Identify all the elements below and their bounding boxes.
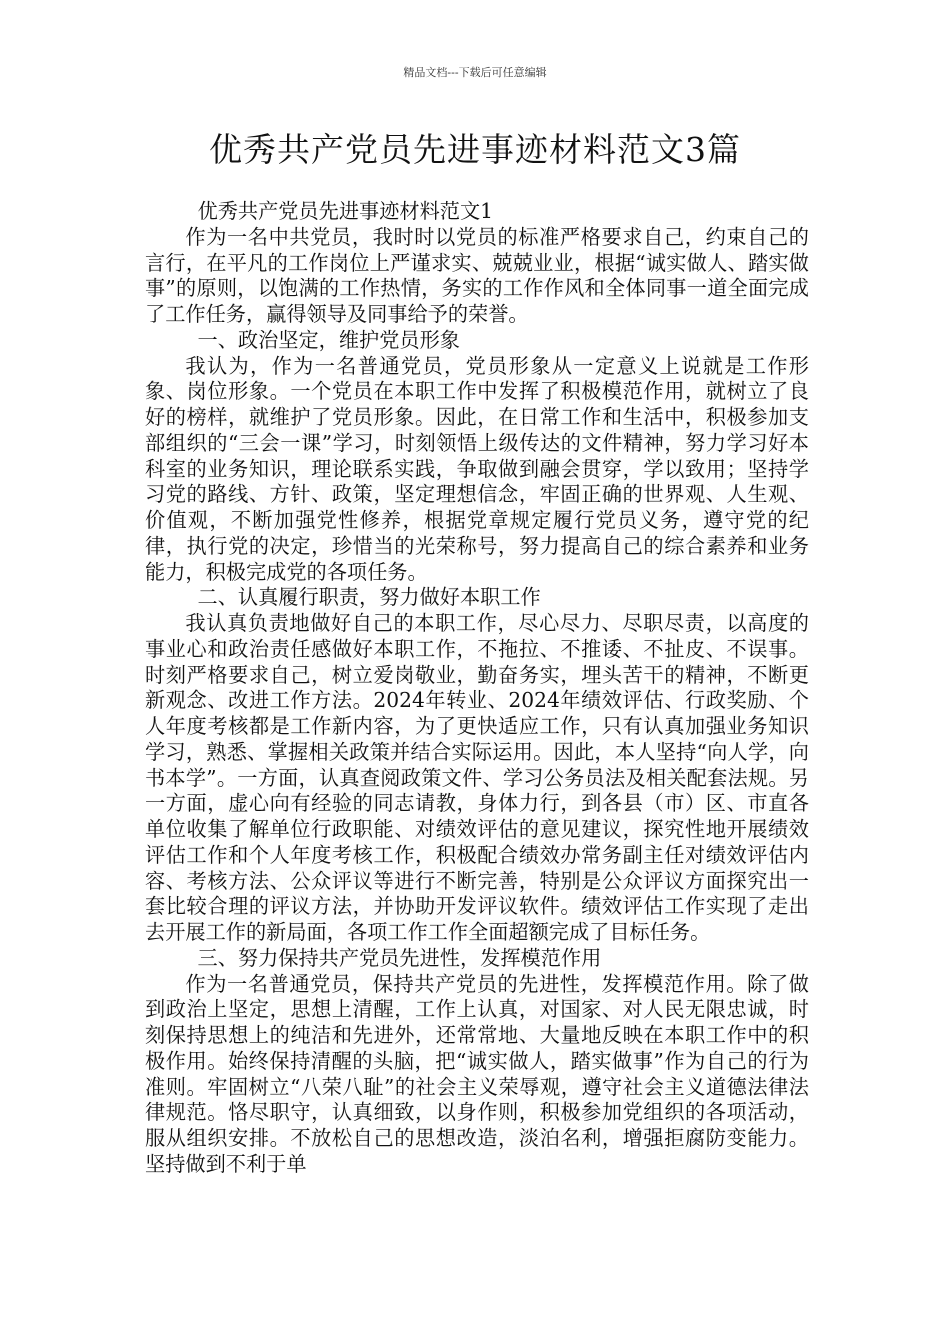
paragraph: 作为一名普通党员，保持共产党员的先进性，发挥模范作用。除了做到政治上坚定，思想上清醒，工作上认真，对国家、对人民无限忠诚，时刻保持思想上的纯洁和先进外，还常常地、大量地反映在本职工作中的积极作用。始终保持清醒的头脑，把“诚实做人，踏实做事”作为自己的行为准则。牢固树立“八荣八耻”的社会主义荣辱观，遵守社会主义道德法律法律规范。恪尽职守，认真细致，以身作则，积极参加党组织的各项活动，服从组织安排。不放松自己的思想改造，淡泊名利，增强拒腐防变能力。坚持做到不利于单 (145, 971, 809, 1176)
section-subtitle: 优秀共产党员先进事迹材料范文1 (197, 199, 493, 223)
header-note: 精品文档---下载后可任意编辑 (403, 66, 547, 79)
document-body (145, 199, 809, 1178)
section-heading: 一、政治坚定，维护党员形象 (197, 327, 460, 352)
section-heading: 二、认真履行职责，努力做好本职工作 (197, 585, 541, 610)
document-title: 优秀共产党员先进事迹材料范文3篇 (209, 130, 741, 169)
paragraph: 我认为，作为一名普通党员，党员形象从一定意义上说就是工作形象、岗位形象。一个党员在本职工作中发挥了积极模范作用，就树立了良好的榜样，就维护了党员形象。因此，在日常工作和生活中，积极参加支部组织的“三会一课”学习，时刻领悟上级传达的文件精神，努力学习好本科室的业务知识，理论联系实践，争取做到融会贯穿，学以致用；坚持学习党的路线、方针、政策，坚定理想信念，牢固正确的世界观、人生观、价值观，不断加强党性修养，根据党章规定履行党员义务，遵守党的纪律，执行党的决定，珍惜当的光荣称号，努力提高自己的综合素养和业务能力，积极完成党的各项任务。 (145, 353, 809, 584)
section-heading: 三、努力保持共产党员先进性，发挥模范作用 (197, 945, 602, 970)
paragraph: 我认真负责地做好自己的本职工作，尽心尽力、尽职尽责，以高度的事业心和政治责任感做好本职工作，不拖拉、不推诿、不扯皮、不误事。时刻严格要求自己，树立爱岗敬业，勤奋务实，埋头苦干的精神，不断更新观念、改进工作方法。2024年转业、2024年绩效评估、行政奖励、个人年度考核都是工作新内容，为了更快适应工作，只有认真加强业务知识学习，熟悉、掌握相关政策并结合实际运用。因此，本人坚持“向人学，向书本学”。一方面，认真查阅政策文件、学习公务员法及相关配套法规。另一方面，虚心向有经验的同志请教，身体力行，到各县（市）区、市直各单位收集了解单位行政职能、对绩效评估的意见建议，探究性地开展绩效评估工作和个人年度考核工作，积极配合绩效办常务副主任对绩效评估内容、考核方法、公众评议等进行不断完善，特别是公众评议方面探究出一套比较合理的评议方法，并协助开发评议软件。绩效评估工作实现了走出去开展工作的新局面，各项工作工作全面超额完成了目标任务。 (145, 611, 809, 944)
paragraph: 作为一名中共党员，我时时以党员的标准严格要求自己，约束自己的言行，在平凡的工作岗位上严谨求实、兢兢业业，根据“诚实做人、踏实做事”的原则，以饱满的工作热情，务实的工作作风和全体同事一道全面完成了工作任务，赢得领导及同事给予的荣誉。 (145, 224, 809, 326)
